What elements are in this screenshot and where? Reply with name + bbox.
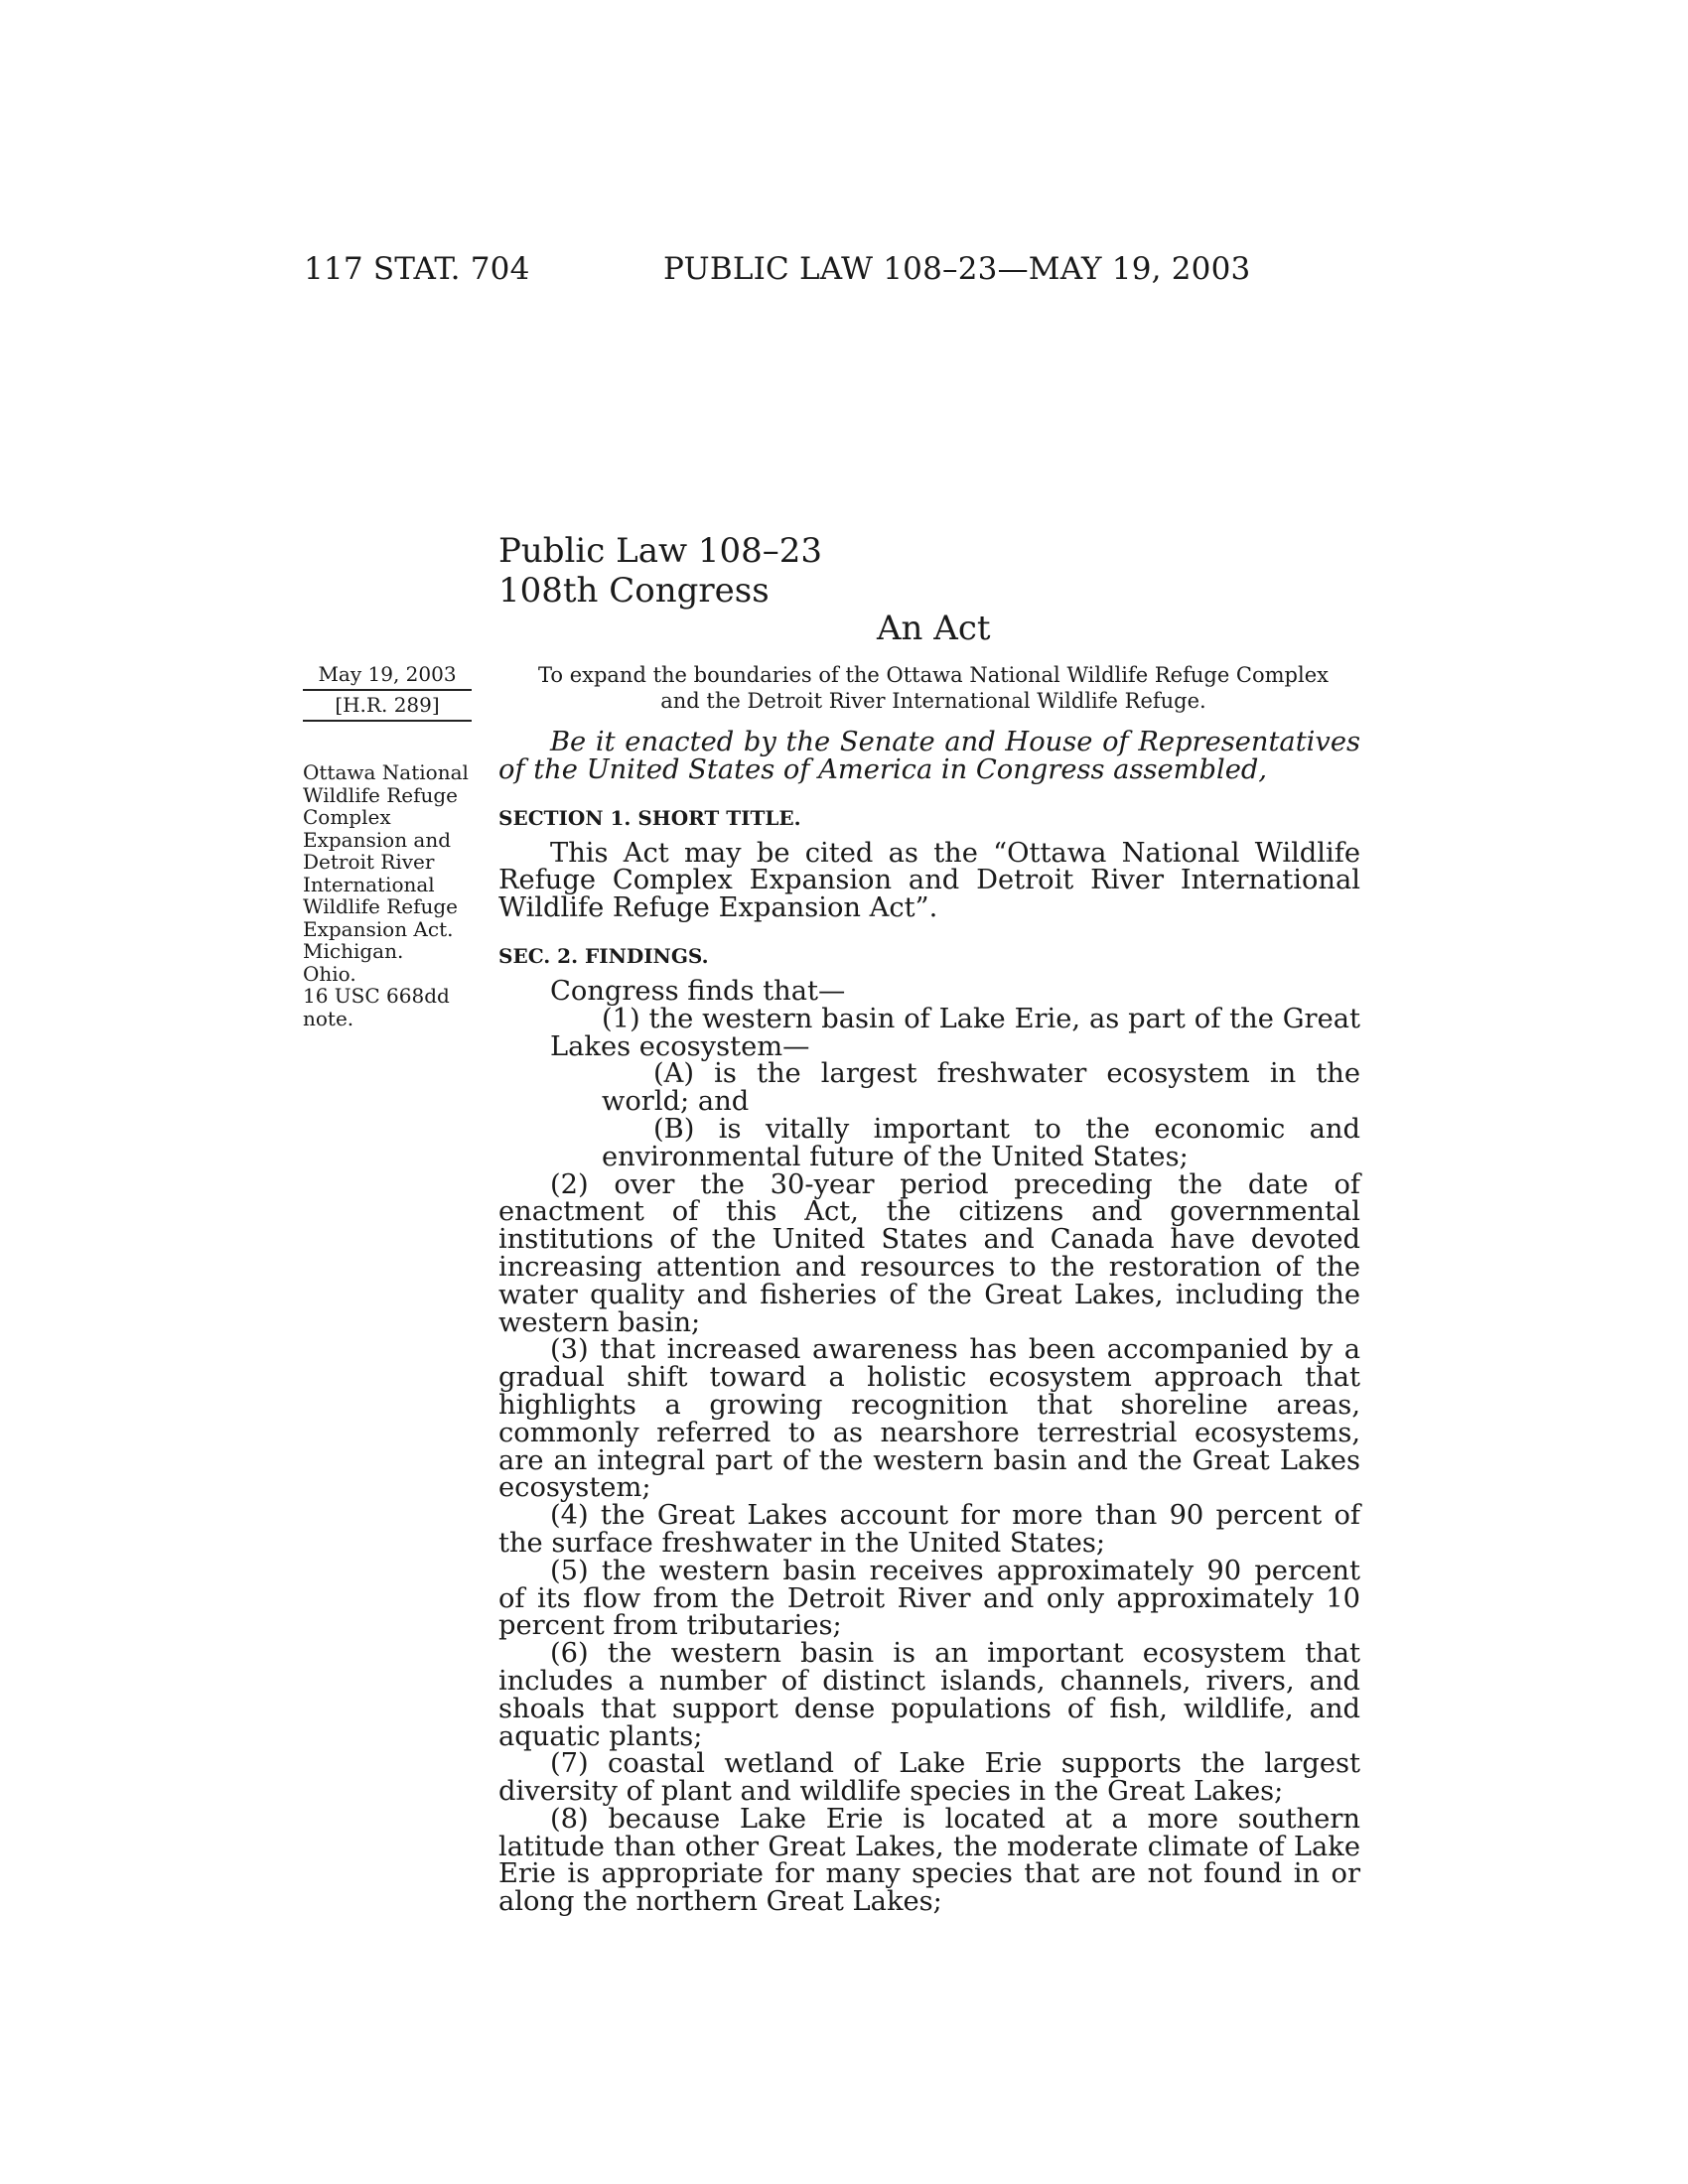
margin-note-line: 16 USC 668dd [303, 984, 450, 1008]
finding-paragraph: (8) because Lake Erie is located at a more southern latitude than other Great Lakes, the moderate climate of Lake Erie is appropriate for many species that are not found in or along the northern Great Lakes; [498, 1803, 1360, 1918]
finding-paragraph: (4) the Great Lakes account for more than 90 percent of the surface freshwater in the United States; [498, 1500, 1360, 1559]
margin-note-line: Michigan. [303, 939, 404, 963]
section-1-text: This Act may be cited as the “Ottawa National Wildlife Refuge Complex Expansion and Detroit River International Wildlife Refuge Expansion Act”. [498, 837, 1360, 924]
enacting-clause: Be it enacted by the Senate and House of Representatives of the United States of America in Congress assembled, [498, 727, 1360, 785]
public-law-title: Public Law 108–23 [498, 531, 823, 571]
running-header-title: PUBLIC LAW 108–23—MAY 19, 2003 [663, 251, 1251, 287]
margin-date: May 19, 2003 [303, 661, 472, 691]
margin-bill-number: [H.R. 289] [303, 692, 472, 722]
section-2-heading: SEC. 2. FINDINGS. [498, 943, 709, 968]
margin-note-line: Wildlife Refuge [303, 782, 459, 807]
margin-note-line: Ottawa National [303, 760, 469, 784]
margin-note-line: Detroit River [303, 850, 435, 874]
an-act-heading: An Act [877, 609, 991, 648]
finding-paragraph: (3) that increased awareness has been accompanied by a gradual shift toward a holistic ecosystem approach that highlights a growing recognition that shoreline areas, commonly referred to as nearshore terrestrial ecosystems, are an integral part of the western basin and the Great Lakes ecosystem; [498, 1334, 1360, 1504]
purpose-statement: To expand the boundaries of the Ottawa National Wildlife Refuge Complex and the Detroit River International Wildlife Refuge. [538, 663, 1329, 713]
margin-note-line: Expansion Act. [303, 916, 454, 941]
stat-page-number: 117 STAT. 704 [304, 251, 530, 287]
margin-note-line: International [303, 872, 435, 896]
margin-note-line: Complex [303, 805, 391, 829]
margin-note-line: Ohio. [303, 961, 356, 986]
finding-paragraph: (1) the western basin of Lake Erie, as part of the Great Lakes ecosystem— [550, 1003, 1360, 1062]
finding-paragraph: (7) coastal wetland of Lake Erie supports the largest diversity of plant and wildlife species in the Great Lakes; [498, 1748, 1360, 1808]
finding-paragraph: (5) the western basin receives approximately 90 percent of its flow from the Detroit River and only approximately 10 percent from tributaries; [498, 1555, 1360, 1642]
act-body [498, 729, 1360, 1916]
margin-note-line: Expansion and [303, 827, 452, 852]
findings-intro: Congress finds that— [550, 975, 846, 1007]
finding-subparagraph: (B) is vitally important to the economic and environmental future of the United States; [602, 1113, 1360, 1172]
margin-notes [303, 761, 482, 1029]
finding-paragraph: (6) the western basin is an important ecosystem that includes a number of distinct islands, channels, rivers, and shoals that support dense populations of fish, wildlife, and aquatic plants; [498, 1638, 1360, 1752]
finding-paragraph: (2) over the 30-year period preceding the date of enactment of this Act, the citizens and governmental institutions of the United States and Canada have devoted increasing attention and resources to the restoration of the water quality and fisheries of the Great Lakes, including the western basin; [498, 1168, 1360, 1338]
margin-note-line: note. [303, 1006, 354, 1030]
congress-label: 108th Congress [498, 571, 770, 611]
margin-note-line: Wildlife Refuge [303, 894, 459, 918]
finding-subparagraph: (A) is the largest freshwater ecosystem in the world; and [602, 1058, 1360, 1118]
section-1-heading: SECTION 1. SHORT TITLE. [498, 805, 801, 830]
